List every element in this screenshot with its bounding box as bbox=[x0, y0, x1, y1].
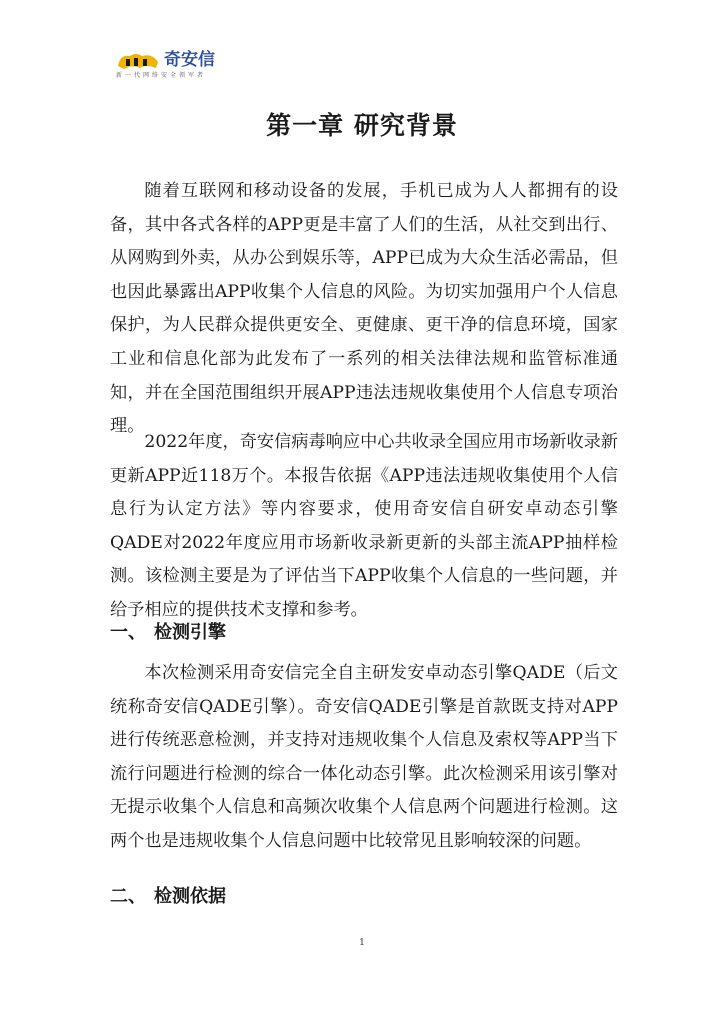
paragraph-background: 随着互联网和移动设备的发展，手机已成为人人都拥有的设备，其中各式各样的APP更是丰富了人们的生活，从社交到出行、从网购到外卖，从办公到娱乐等，APP已成为大众生活必需品，但也因此暴露出APP收集个人信息的风险。为切实加强用户个人信息保护，为人民群众提供更安全、更健康、更干净的信息环境，国家工业和信息化部为此发布了一系列的相关法律法规和监管标准通知，并在全国范围组织开展APP违法违规收集使用个人信息专项治理。 bbox=[110, 181, 618, 437]
section-number: 二、 bbox=[110, 886, 146, 907]
section-number: 一、 bbox=[110, 622, 146, 643]
logo-slogan: 新一代网络安全领军者 bbox=[116, 72, 207, 79]
section-title: 检测依据 bbox=[154, 886, 226, 907]
section-title: 检测引擎 bbox=[154, 622, 226, 643]
section-heading-basis bbox=[110, 884, 226, 910]
logo-name: 奇安信 bbox=[164, 50, 215, 70]
paragraph-engine: 本次检测采用奇安信完全自主研发安卓动态引擎QADE（后文统称奇安信QADE引擎）。奇安信QADE引擎是首款既支持对APP进行传统恶意检测，并支持对违规收集个人信息及索权等APP当下流行问题进行检测的综合一体化动态引擎。此次检测采用该引擎对无提示收集个人信息和高频次收集个人信息两个问题进行检测。这两个也是违规收集个人信息问题中比较常见且影响较深的问题。 bbox=[110, 663, 618, 851]
tiger-logo-icon bbox=[116, 50, 160, 72]
paragraph-2022-summary: 2022年度，奇安信病毒响应中心共收录全国应用市场新收录新更新APP近118万个。本报告依据《APP违法违规收集使用个人信息行为认定方法》等内容要求，使用奇安信自研安卓动态引擎QADE对2022年度应用市场新收录新更新的头部主流APP抽样检测。该检测主要是为了评估当下APP收集个人信息的一些问题，并给予相应的提供技术支撑和参考。 bbox=[110, 432, 618, 620]
page-number: 1 bbox=[359, 938, 365, 948]
company-logo bbox=[112, 44, 242, 84]
section-heading-engine bbox=[110, 620, 226, 646]
chapter-title: 第一章 研究背景 bbox=[266, 111, 458, 140]
